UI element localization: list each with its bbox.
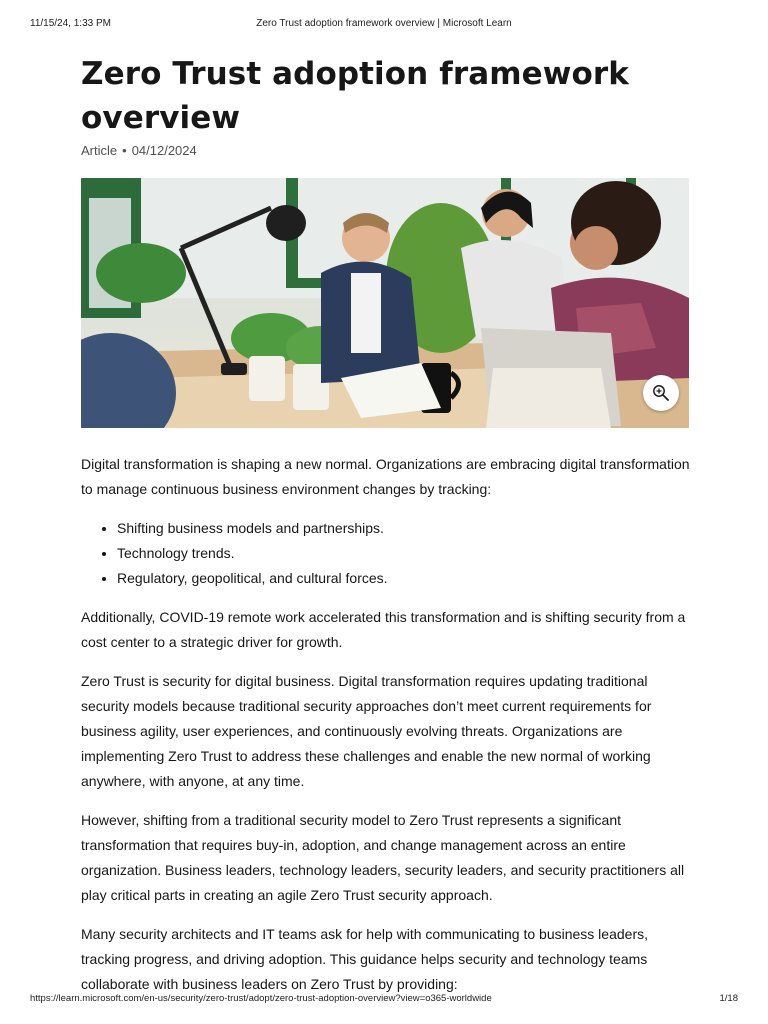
paragraph-zero-trust: Zero Trust is security for digital business. Digital transformation requires updating traditional security models because traditional security approaches don’t meet current requirements for business agility, user experiences, and continuously evolving threats. Organizations are implementing Zero Trust to address these challenges and enable the new normal of working anywhere, with anyone, at any time. [81, 673, 652, 789]
print-page-title: Zero Trust adoption framework overview | Microsoft Learn [256, 18, 512, 29]
print-footer [30, 993, 738, 1004]
paragraph-intro: Digital transformation is shaping a new normal. Organizations are embracing digital transformation to manage continuous business environment changes by tracking: [81, 456, 690, 497]
list-item: • Regulatory, geopolitical, and cultural forces. [117, 566, 691, 591]
print-header [30, 18, 738, 29]
article-date: 04/12/2024 [131, 143, 197, 158]
list-item: • Shifting business models and partnerships. [117, 516, 691, 541]
article-meta [81, 142, 691, 160]
article-type: Article [81, 143, 118, 158]
page-title: Zero Trust adoption framework overview [81, 56, 630, 136]
page-number: 1/18 [719, 993, 738, 1004]
paragraph-covid: Additionally, COVID-19 remote work accelerated this transformation and is shifting security from a cost center to a strategic driver for growth. [81, 609, 686, 650]
article-content [81, 52, 691, 1011]
image-zoom-button[interactable] [643, 375, 679, 411]
article-body [81, 452, 691, 997]
hero-image [81, 178, 689, 428]
hero-photo [81, 178, 689, 428]
print-datetime: 11/15/24, 1:33 PM [30, 18, 111, 29]
page-url-link[interactable]: https://learn.microsoft.com/en-us/security/zero-trust/adopt/zero-trust-adoption-overview?view=o365-worldwide [30, 993, 492, 1004]
paragraph-guidance: Many security architects and IT teams ask for help with communicating to business leaders, tracking progress, and driving adoption. This guidance helps security and technology teams collaborate with business leaders on Zero Trust by providing: [81, 926, 648, 992]
meta-separator: • [122, 143, 127, 158]
zoom-in-icon [652, 384, 670, 402]
paragraph-transformation: However, shifting from a traditional security model to Zero Trust represents a significant transformation that requires buy-in, adoption, and change management across an entire organization. Business leaders, technology leaders, security leaders, and security practitioners all play critical parts in creating an agile Zero Trust security approach. [81, 812, 685, 903]
tracking-list [81, 516, 691, 591]
list-item: • Technology trends. [117, 541, 691, 566]
